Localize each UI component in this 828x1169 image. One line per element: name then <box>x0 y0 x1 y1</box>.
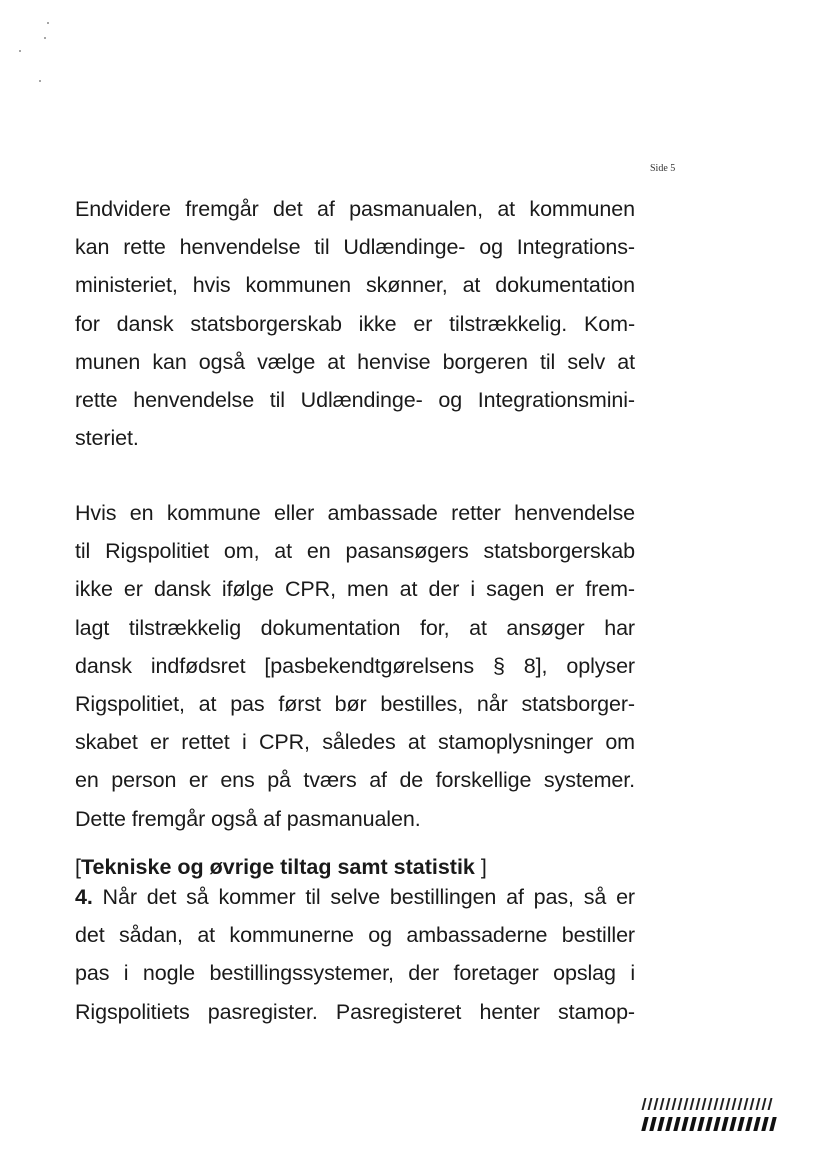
barcode-mark <box>643 1098 779 1148</box>
text-line <box>75 878 635 916</box>
heading-title: Tekniske og øvrige tiltag samt statistik <box>80 855 475 879</box>
scan-speck <box>19 50 21 52</box>
text-line: Dette fremgår også af pasmanualen. <box>75 806 421 831</box>
section-heading <box>75 855 487 880</box>
text-line: rette henvendelse til Udlændinge- og Integrationsmini- <box>75 388 635 413</box>
paragraph-1 <box>75 190 635 457</box>
text-line: pas i nogle bestillingssystemer, der foretager opslag i <box>75 961 635 986</box>
text-line: Rigspolitiets pasregister. Pasregisteret henter stamop- <box>75 999 635 1024</box>
text-line: skabet er rettet i CPR, således at stamoplysninger om <box>75 730 635 755</box>
paragraph-3 <box>75 878 635 1031</box>
text-line: en person er ens på tværs af de forskellige systemer. <box>75 768 635 793</box>
paragraph-number: 4. <box>75 885 93 909</box>
text-line: steriet. <box>75 426 139 451</box>
scan-speck <box>47 22 49 24</box>
scan-speck <box>39 80 41 82</box>
text-line: Endvidere fremgår det af pasmanualen, at kommunen <box>75 197 635 221</box>
text-line: lagt tilstrækkelig dokumentation for, at ansøger har <box>75 615 635 640</box>
text-line: Hvis en kommune eller ambassade retter henvendelse <box>75 501 635 525</box>
text-line: munen kan også vælge at henvise borgeren til selv at <box>75 349 635 374</box>
text-line: for dansk statsborgerskab ikke er tilstrækkelig. Kom- <box>75 311 635 336</box>
first-line-text: Når det så kommer til selve bestillingen af pas, så er <box>92 885 635 909</box>
text-line: det sådan, at kommunerne og ambassaderne bestiller <box>75 923 635 948</box>
text-line: Rigspolitiet, at pas først bør bestilles, når statsborger- <box>75 692 635 717</box>
text-line: til Rigspolitiet om, at en pasansøgers statsborgerskab <box>75 539 635 564</box>
page-number: Side 5 <box>650 163 676 174</box>
text-line: kan rette henvendelse til Udlændinge- og Integrations- <box>75 235 635 260</box>
scan-speck <box>44 37 46 39</box>
text-line: ministeriet, hvis kommunen skønner, at dokumentation <box>75 273 635 298</box>
text-line: dansk indfødsret [pasbekendtgørelsens § 8], oplyser <box>75 653 635 678</box>
barcode-bottom-row <box>643 1117 775 1131</box>
heading-open-bracket: [ <box>75 855 81 879</box>
barcode-top-row <box>643 1098 771 1110</box>
paragraph-2 <box>75 494 635 838</box>
text-line: ikke er dansk ifølge CPR, men at der i sagen er frem- <box>75 577 635 602</box>
heading-close-bracket: ] <box>474 855 487 879</box>
